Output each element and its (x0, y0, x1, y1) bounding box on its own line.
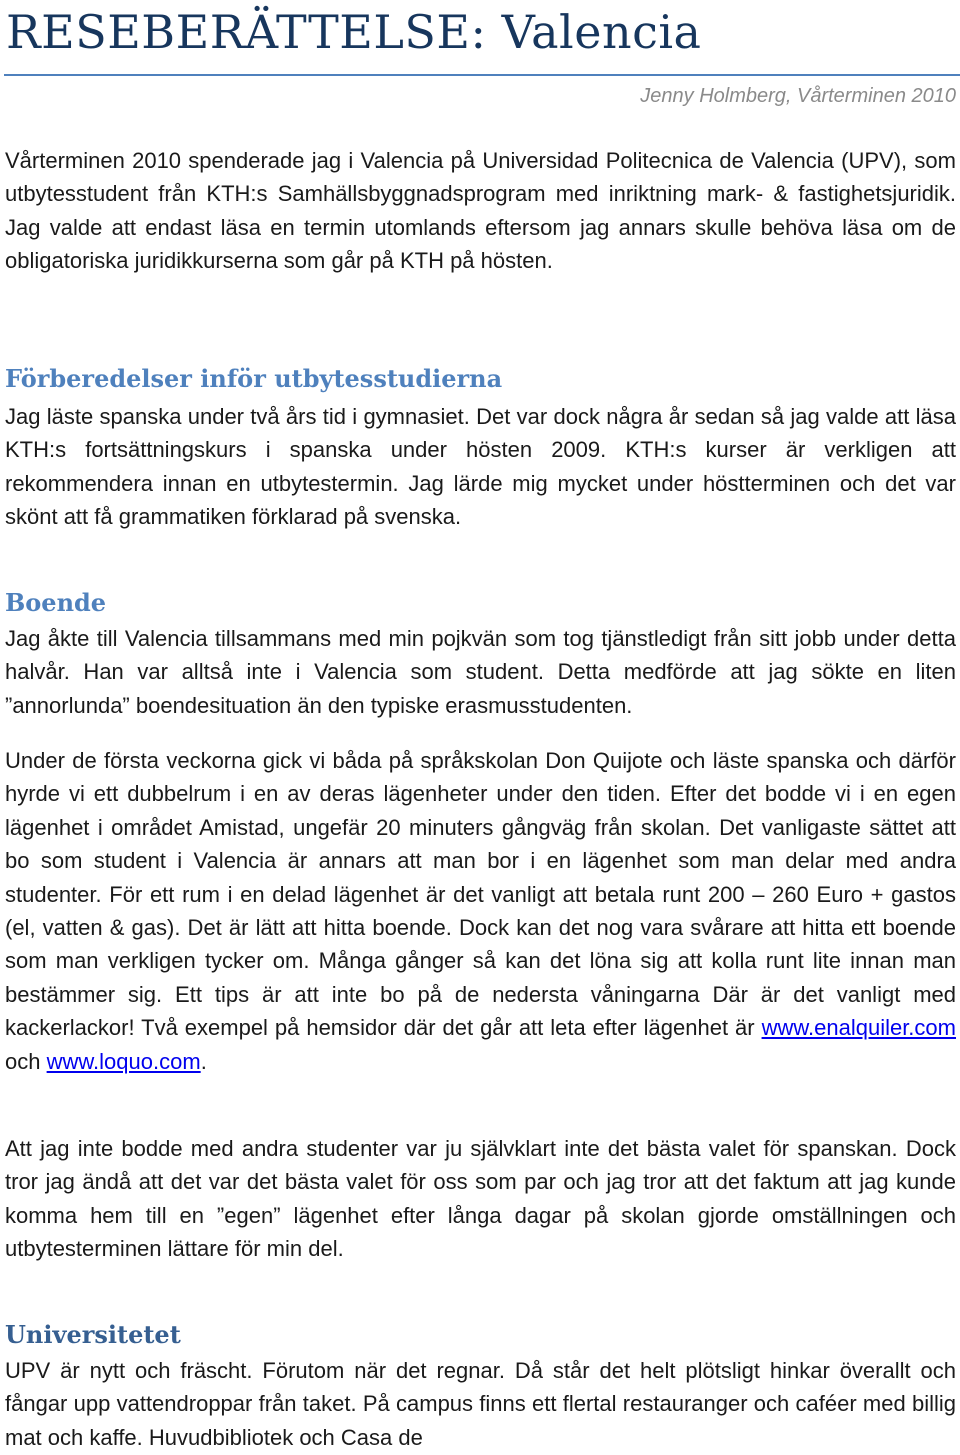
housing-paragraph-2-text: Under de första veckorna gick vi båda på språkskolan Don Quijote och läste spanska och därför hyrde vi ett dubbelrum i en av deras lägenheter under den tiden. Efter det bodde vi i en egen lägenhet i området Amistad, ungefär 20 minuters gångväg från skolan. Det vanligaste sättet att bo som student i Valencia är annars att man bor i en lägenhet som man delar med andra studenter. För ett rum i en delad lägenhet är det vanligt att betala runt 200 – 260 Euro + gastos (el, vatten & gas). Det är lätt att hitta boende. Dock kan det nog vara svårare att hitta ett boende som man verkligen tycker om. Många gånger så kan det löna sig att kolla runt lite innan man bestämmer sig. Ett tips är att inte bo på de nedersta våningarna Där är det vanligt med kackerlackor! Två exempel på hemsidor där det går att leta efter lägenhet är (5, 748, 956, 1041)
housing-paragraph-3: Att jag inte bodde med andra studenter var ju självklart inte det bästa valet för spanskan. Dock tror jag ändå att det var det bästa valet för oss som par och jag tror att det faktum att jag kunde komma hem till en ”egen” lägenhet efter långa dagar på skolan gjorde omställningen och utbytesterminen lättare för min del. (5, 1136, 956, 1262)
link-end: . (200, 1048, 207, 1074)
author-byline: Jenny Holmberg, Vårterminen 2010 (640, 85, 956, 107)
section-heading-university: Universitetet (5, 1320, 181, 1349)
preparations-paragraph: Jag läste spanska under två års tid i gymnasiet. Det var dock några år sedan så jag valde att läsa KTH:s fortsättningskurs i spanska under hösten 2009. KTH:s kurser är verkligen att rekommendera innan en utbytestermin. Jag lärde mig mycket under höstterminen och det var skönt att få grammatiken förklarad på svenska. (5, 404, 956, 530)
section-heading-housing: Boende (5, 588, 107, 617)
document-title: RESEBERÄTTELSE: Valencia (6, 5, 702, 59)
enalquiler-link[interactable]: www.enalquiler.com (761, 1015, 956, 1041)
housing-paragraph-1: Jag åkte till Valencia tillsammans med min pojkvän som tog tjänstledigt från sitt jobb under detta halvår. Han var alltså inte i Valencia som student. Detta medförde att jag sökte en liten ”annorlunda” boendesituation än den typiske erasmusstudenten. (5, 626, 956, 718)
university-paragraph: UPV är nytt och fräscht. Förutom när det regnar. Då står det helt plötsligt hinkar överallt och fångar upp vattendroppar från taket. På campus finns ett flertal restauranger och caféer med billig mat och kaffe. Huvudbibliotek och Casa de (5, 1358, 956, 1450)
section-heading-preparations: Förberedelser inför utbytesstudierna (5, 364, 503, 393)
loquo-link[interactable]: www.loquo.com (46, 1048, 201, 1074)
link-joiner: och (5, 1048, 41, 1074)
title-rule (4, 74, 960, 76)
housing-paragraph-2 (5, 744, 956, 1078)
intro-paragraph: Vårterminen 2010 spenderade jag i Valencia på Universidad Politecnica de Valencia (UPV), som utbytesstudent från KTH:s Samhällsbyggnadsprogram med inriktning mark- & fastighetsjuridik. Jag valde att endast läsa en termin utomlands eftersom jag annars skulle behöva läsa om de obligatoriska juridikkurserna som går på KTH på hösten. (5, 148, 956, 274)
